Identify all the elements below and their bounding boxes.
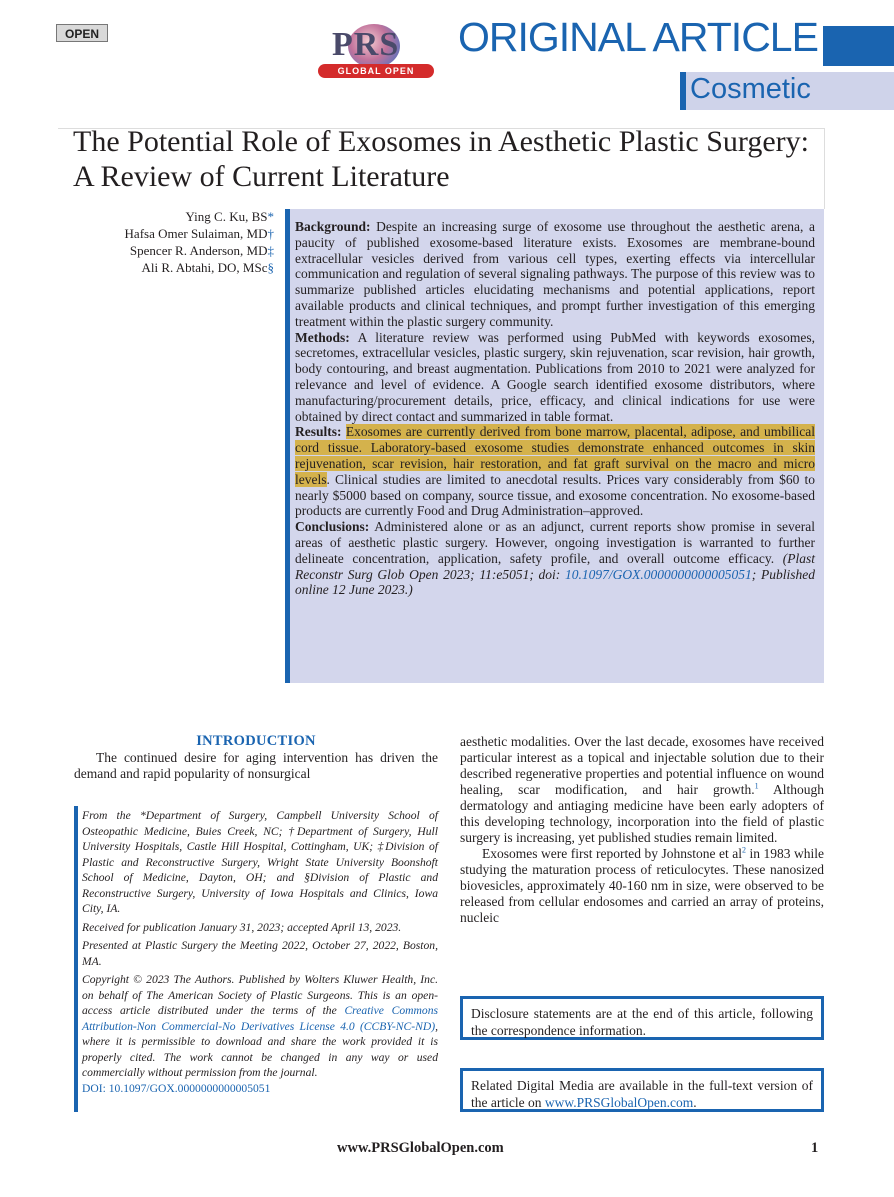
results-label: Results:: [295, 424, 342, 440]
author-affiliation-mark[interactable]: ‡: [267, 243, 274, 258]
paragraph-text: aesthetic modalities. Over the last decade, exosomes have received particular interest as a topical and injectable solution due to their described regenerative properties and potential influence on wound healing, scar modification, and hair growth.: [460, 734, 824, 797]
citation-prefix: (Plast Reconstr Surg Glob Open 2023; 11:e5051; doi:: [295, 550, 816, 582]
open-access-badge: OPEN: [56, 24, 108, 42]
affiliation-notes: [82, 808, 438, 1099]
received-date: Received for publication January 31, 2023; accepted April 13, 2023.: [82, 920, 402, 934]
header-accent-block: [823, 26, 894, 66]
paragraph-text: Exosomes were first reported by Johnstone et al: [482, 846, 742, 861]
affiliation-accent-bar: [74, 806, 78, 1112]
intro-paragraph: [460, 734, 824, 846]
notice-text: Related Digital Media are available in the full-text version of the article on: [471, 1078, 813, 1110]
section-label: ORIGINAL ARTICLE: [458, 14, 818, 60]
reference-link[interactable]: 2: [741, 845, 746, 855]
methods-text: A literature review was performed using PubMed with keywords exosomes, secretomes, extracellular vesicles, plastic surgery, skin rejuvenation, scar revision, hair growth, body contouring, and breast augmentation. Publications from 2010 to 2021 were analyzed for relevance and level of evidence. A Google search identified exosome distributors, where manufacturing/procurement details, price, efficacy, and clinical indications for use were obtained by direct contact and summarized in table format.: [295, 329, 815, 424]
author-affiliation-mark[interactable]: †: [267, 226, 274, 241]
methods-label: Methods:: [295, 329, 350, 345]
digital-media-notice: [460, 1068, 824, 1112]
article-doi[interactable]: DOI: 10.1097/GOX.0000000000005051: [82, 1081, 271, 1095]
author-item: [58, 208, 274, 225]
page-number: 1: [811, 1140, 819, 1156]
copyright-text: , where it is permissible to download and share the work provided it is properly cited. The work cannot be changed in any way or used commercially without permission from the journal.: [82, 1019, 438, 1079]
background-text: Despite an increasing surge of exosome use throughout the aesthetic arena, a paucity of published exosome-based literature exists. Exosomes are membrane-bound extracellular vesicles derived from various cell types, exerting effects via intercellular communication and regulation of several signaling pathways. The purpose of this review was to summarize published articles elucidating mechanisms and potential applications, report available products and clinical techniques, and prompt further investigation of this emerging treatment within the plastic surgery community.: [295, 219, 815, 329]
author-affiliation-mark[interactable]: §: [267, 260, 274, 275]
doi-link[interactable]: 10.1097/GOX.0000000000005051: [565, 566, 752, 582]
abstract-results: [295, 424, 815, 519]
abstract-methods: [295, 330, 815, 425]
results-text: . Clinical studies are limited to anecdotal results. Prices vary considerably from $60 to nearly $5000 based on company, source tissue, and exosome concentration. No exosome-based products are currently Food and Drug Administration–approved.: [295, 471, 815, 519]
affiliation-text: From the *Department of Surgery, Campbell University School of Osteopathic Medicine, Buies Creek, NC; †Department of Surgery, Hull University Hospitals, Castle Hill Hospital, Cottingham, UK; ‡Division of Plastic and Reconstructive Surgery, Wright State University Boonshoft School of Medicine, Dayton, OH; and §Division of Plastic and Reconstructive Surgery, University of Iowa Hospitals and Clinics, Iowa City, IA.: [82, 809, 438, 915]
category-label: Cosmetic: [690, 73, 811, 105]
journal-website-link[interactable]: www.PRSGlobalOpen.com: [544, 1095, 694, 1110]
author-item: [58, 225, 274, 242]
paragraph-text: in 1983 while studying the maturation process of reticulocytes. These nanosized biovesicles, approximately 40-160 nm in size, were observed to be released from cellular endosomes and carried an array of proteins, nucleic: [460, 846, 824, 925]
license-link[interactable]: Creative Commons Attribution-Non Commercial-No Derivatives License 4.0 (CCBY-NC-ND): [82, 1004, 438, 1033]
background-label: Background:: [295, 219, 371, 234]
copyright-text: Copyright © 2023 The Authors. Published by Wolters Kluwer Health, Inc. on behalf of The American Society of Plastic Surgeons. This is an open-access article distributed under the terms of the: [82, 973, 438, 1017]
author-name: Hafsa Omer Sulaiman, MD: [124, 226, 268, 241]
intro-paragraph: The continued desire for aging intervention has driven the demand and rapid popularity of nonsurgical: [74, 750, 438, 781]
author-name: Ali R. Abtahi, DO, MSc: [141, 260, 268, 275]
notice-text: .: [693, 1095, 697, 1110]
author-affiliation-mark[interactable]: *: [267, 209, 274, 224]
introduction-heading: INTRODUCTION: [196, 733, 316, 749]
author-list: [58, 208, 274, 276]
footer-website[interactable]: www.PRSGlobalOpen.com: [337, 1140, 504, 1156]
abstract-conclusions: [295, 519, 815, 598]
conclusions-label: Conclusions:: [295, 519, 370, 535]
author-item: [58, 259, 274, 276]
author-name: Ying C. Ku, BS: [185, 209, 268, 224]
author-name: Spencer R. Anderson, MD: [129, 243, 268, 258]
intro-left-column: [74, 750, 438, 782]
presented-note: Presented at Plastic Surgery the Meeting 2022, October 27, 2022, Boston, MA.: [82, 939, 438, 968]
abstract: [295, 219, 815, 598]
citation-suffix: ; Published online 12 June 2023.): [295, 566, 815, 598]
conclusions-text: Administered alone or as an adjunct, current reports show promise in several areas of aesthetic plastic surgery. However, ongoing investigation is warranted to further delineate concentration, application, safety profile, and overall outcome efficacy.: [295, 519, 816, 566]
disclosure-notice: Disclosure statements are at the end of this article, following the correspondence information.: [460, 996, 824, 1040]
logo-tagline: GLOBAL OPEN: [318, 64, 434, 78]
abstract-background: [295, 219, 815, 330]
intro-right-column: [460, 734, 824, 926]
article-title: The Potential Role of Exosomes in Aesthetic Plastic Surgery: A Review of Current Literature: [73, 125, 810, 193]
category-accent-bar: [680, 72, 686, 110]
reference-link[interactable]: 1: [754, 781, 759, 791]
results-highlighted-text: Exosomes are currently derived from bone marrow, placental, adipose, and umbilical cord tissue. Laboratory-based exosome studies demonstrate enhanced outcomes in skin rejuvenation, scar revision, hair restoration, and fat graft survival on the macro and micro levels: [295, 424, 816, 487]
abstract-accent-bar: [285, 209, 290, 683]
author-item: [58, 242, 274, 259]
logo-letters: PRS: [332, 26, 400, 63]
paragraph-text: Although dermatology and antiaging medicine have been early adopters of this developing technology, incorporation into the field of plastic surgery is increasing, yet published studies remain limited.: [460, 782, 824, 845]
copyright-notice: [82, 972, 438, 1096]
intro-paragraph: [460, 846, 824, 926]
prs-global-open-logo: [318, 24, 438, 80]
